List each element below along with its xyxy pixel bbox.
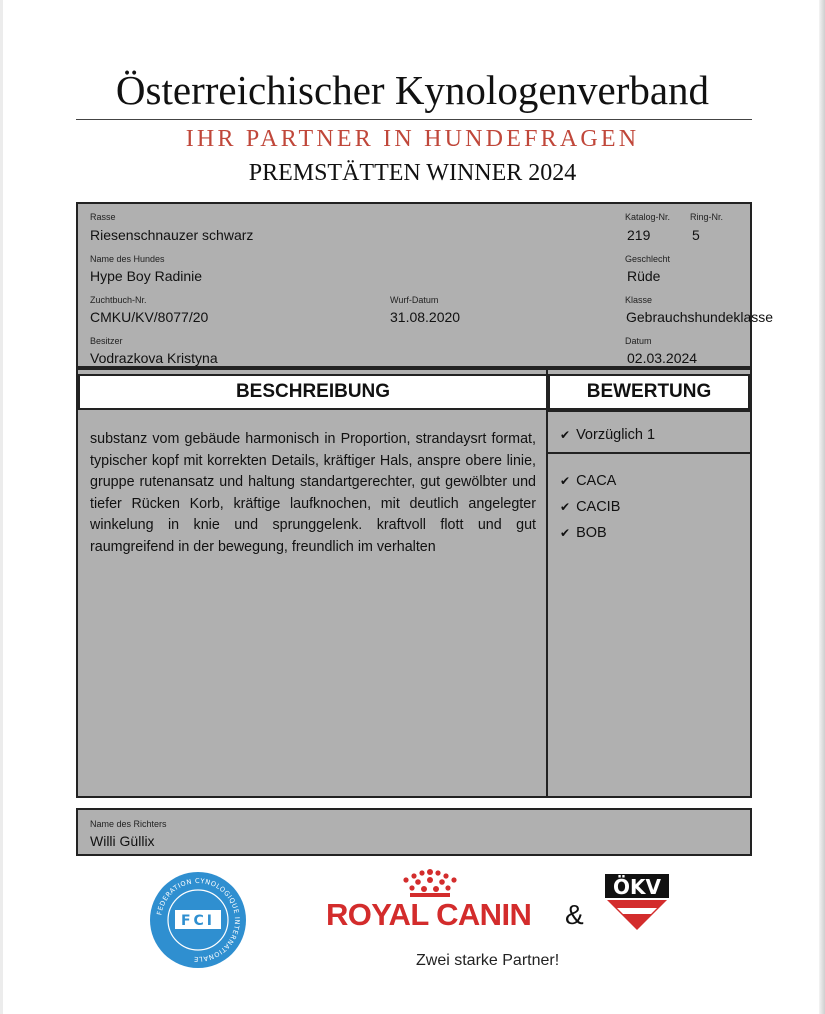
ring-value: 5 [692, 227, 700, 243]
fci-text: FCI [180, 913, 216, 929]
okv-logo-icon [603, 872, 671, 932]
breed-value: Riesenschnauzer schwarz [90, 227, 254, 243]
dog-name-label: Name des Hundes [90, 254, 165, 264]
grade-value: Vorzüglich 1 [576, 427, 656, 443]
check-icon: ✔ [560, 500, 571, 514]
catalog-label: Katalog-Nr. [625, 212, 671, 222]
owner-label: Besitzer [90, 336, 123, 346]
judging-box [76, 368, 752, 798]
organization-title: Österreichischer Kynologenverband [115, 67, 710, 113]
ring-label: Ring-Nr. [690, 212, 724, 222]
ampersand: & [565, 899, 584, 930]
fci-logo-icon [148, 870, 248, 970]
tagline: IHR PARTNER IN HUNDEFRAGEN [185, 126, 640, 152]
title-item [560, 525, 607, 541]
crown-icon [402, 868, 458, 898]
check-icon: ✔ [560, 428, 571, 442]
title-rule [76, 119, 752, 120]
catalog-value: 219 [627, 227, 651, 243]
check-icon: ✔ [560, 474, 571, 488]
evaluation-heading: BEWERTUNG [548, 374, 750, 410]
column-divider [546, 370, 548, 796]
title-value: CACA [576, 473, 617, 489]
partner-slogan: Zwei starke Partner! [416, 952, 560, 969]
judge-name: Willi Güllix [90, 833, 155, 849]
dog-name-value: Hype Boy Radinie [90, 268, 203, 284]
check-icon: ✔ [560, 526, 571, 540]
dog-info-box [76, 202, 774, 368]
title-item [560, 499, 620, 515]
judge-label: Name des Richters [90, 819, 167, 829]
date-value: 02.03.2024 [627, 350, 698, 366]
breed-label: Rasse [90, 212, 116, 222]
grade-item [560, 427, 655, 443]
title-value: BOB [576, 525, 607, 541]
class-value: Gebrauchshundeklasse [626, 309, 774, 325]
title-item [560, 473, 616, 489]
okv-text: ÖKV [613, 875, 661, 899]
class-label: Klasse [625, 295, 653, 305]
royal-canin-logo: ROYAL CANIN [326, 897, 532, 932]
show-title: PREMSTÄTTEN WINNER 2024 [248, 160, 577, 186]
fci-ring-text: FEDERATION CYNOLOGIQUE INTERNATIONALE [155, 876, 242, 964]
title-value: CACIB [576, 499, 621, 515]
sex-value: Rüde [627, 268, 661, 284]
sex-label: Geschlecht [625, 254, 671, 264]
description-heading: BESCHREIBUNG [78, 374, 548, 410]
owner-value: Vodrazkova Kristyna [90, 350, 218, 366]
studbook-value: CMKU/KV/8077/20 [90, 309, 209, 325]
judge-box [76, 808, 752, 856]
studbook-label: Zuchtbuch-Nr. [90, 295, 147, 305]
evaluation-divider-top [548, 410, 750, 412]
birth-date-label: Wurf-Datum [390, 295, 439, 305]
evaluation-divider [548, 452, 750, 454]
birth-date-value: 31.08.2020 [390, 309, 461, 325]
date-label: Datum [625, 336, 652, 346]
description-text: substanz vom gebäude harmonisch in Proportion, strandaysrt format, typischer kopf mit korrekten Details, kräftiger Hals, anspre obere linie, gruppe rutenansatz und haltung standartgerechter, gut gewölbter und tiefer Rücken Korb, kräftige laufknochen, mit deutlich angelegter winkelung in knie und sprunggelenk. kraftvoll flott und gut raumgreifend in der bewegung, freundlich im verhalten [90, 431, 536, 555]
